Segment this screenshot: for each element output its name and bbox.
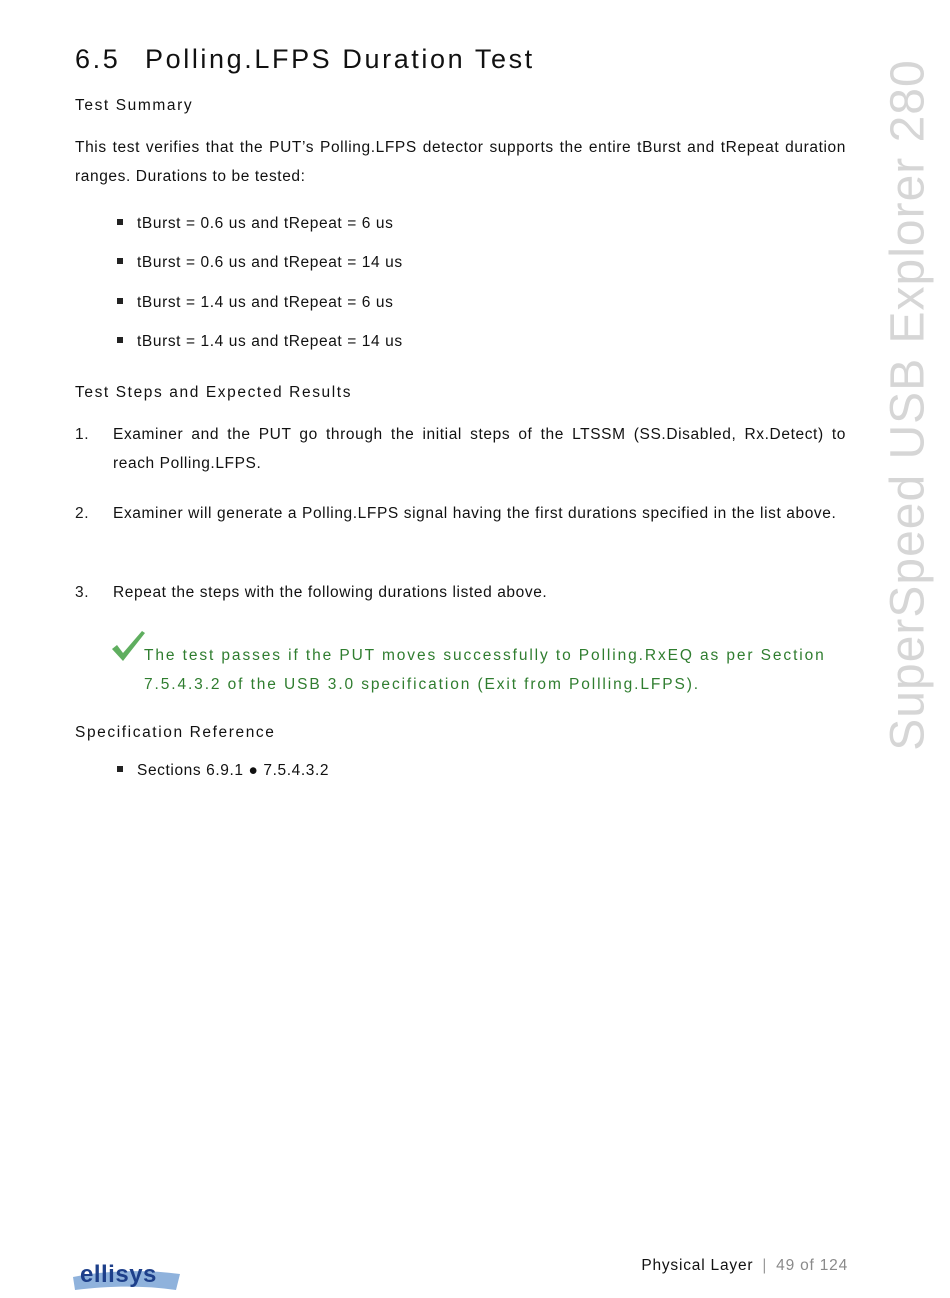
step-text: Examiner and the PUT go through the initial steps of the LTSSM (SS.Disabled, Rx.Detect) to reach Polling.LFPS. [113,426,846,472]
square-bullet-icon [117,766,123,772]
page-number: 49 of 124 [776,1257,848,1274]
test-summary-text: This test verifies that the PUT’s Polling.LFPS detector supports the entire tBurst and tRepeat duration ranges. Durations to be tested: [75,139,846,185]
section-number: 6.5 [75,44,121,74]
spec-reference-heading: Specification Reference [75,724,276,741]
square-bullet-icon [117,298,123,304]
square-bullet-icon [117,337,123,343]
section-title: Polling.LFPS Duration Test [145,44,535,74]
section-heading [75,44,535,75]
checkmark-icon [110,630,146,664]
footer-section-name: Physical Layer [641,1257,754,1274]
test-step [75,578,846,607]
footer-separator: | [762,1257,768,1274]
square-bullet-icon [117,219,123,225]
square-bullet-icon [117,258,123,264]
test-steps-heading: Test Steps and Expected Results [75,384,353,401]
step-number: 3. [75,584,90,601]
test-summary-heading: Test Summary [75,97,194,114]
product-watermark: SuperSpeed USB Explorer 280 [881,59,935,751]
pass-criteria-note [110,630,846,699]
duration-list-item: tBurst = 1.4 us and tRepeat = 14 us [117,333,403,355]
duration-list-item: tBurst = 0.6 us and tRepeat = 6 us [117,215,394,237]
pass-criteria-text: The test passes if the PUT moves successfully to Polling.RxEQ as per Section 7.5.4.3.2 of the USB 3.0 specification (Exit from Pollling.LFPS). [144,647,826,693]
spec-reference-item: Sections 6.9.1 ● 7.5.4.3.2 [117,762,329,784]
test-step [75,420,846,478]
test-step [75,499,846,528]
duration-list-item: tBurst = 1.4 us and tRepeat = 6 us [117,294,394,316]
step-text: Repeat the steps with the following durations listed above. [113,584,548,601]
ellisys-logo [72,1257,182,1293]
step-number: 1. [75,426,90,443]
svg-text:ellisys: ellisys [80,1261,157,1288]
step-text: Examiner will generate a Polling.LFPS signal having the first durations specified in the list above. [113,505,837,522]
step-number: 2. [75,505,90,522]
duration-list-item: tBurst = 0.6 us and tRepeat = 14 us [117,254,403,276]
page-footer [641,1257,848,1275]
